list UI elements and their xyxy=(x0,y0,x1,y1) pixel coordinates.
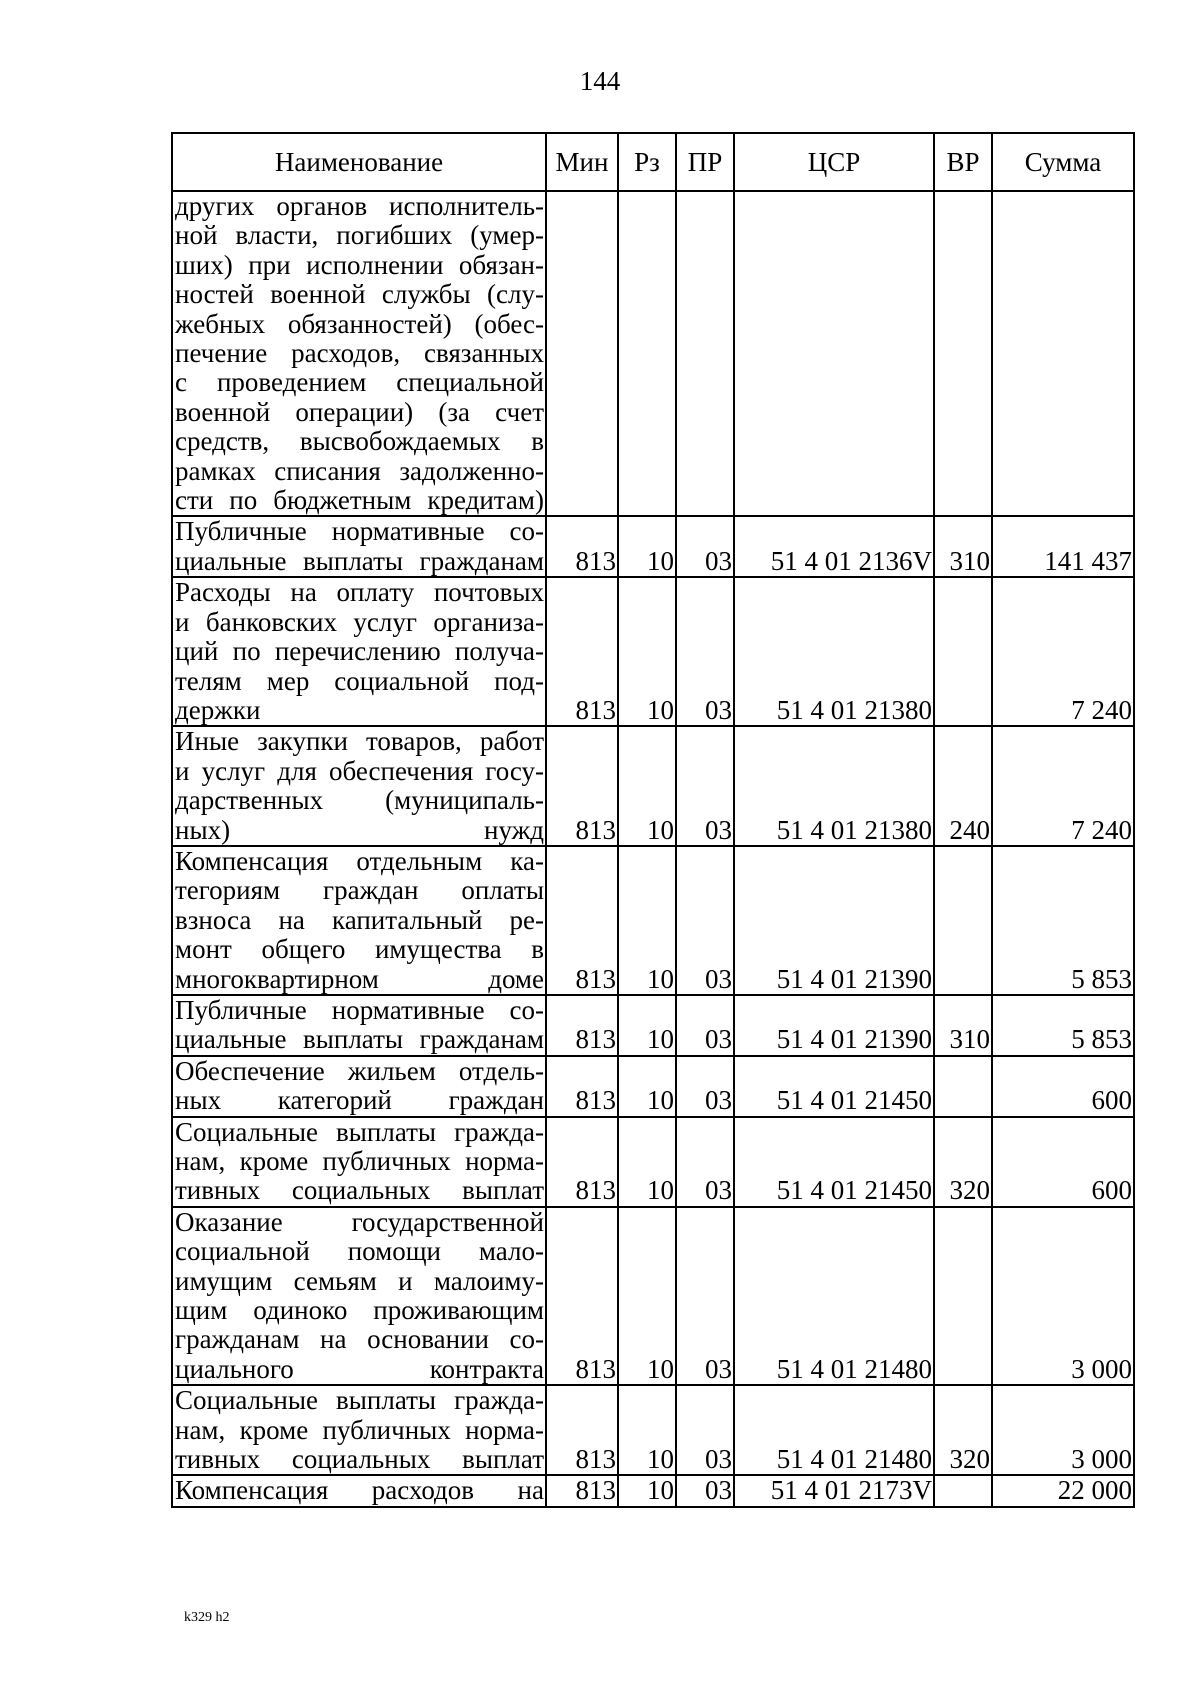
row-name-text: Социальные выплаты гражда- нам, кроме публичных норма- тивных социальных выплат xyxy=(175,1385,544,1475)
row-sum: 7 240 xyxy=(992,726,1134,846)
row-rz: 10 xyxy=(618,516,676,577)
table-header-row xyxy=(172,133,1134,191)
row-rz: 10 xyxy=(618,726,676,846)
table-row xyxy=(172,995,1134,1056)
row-name xyxy=(172,1475,546,1506)
row-rz: 10 xyxy=(618,1056,676,1117)
row-name xyxy=(172,1056,546,1117)
row-csr: 51 4 01 21390 xyxy=(734,846,934,995)
row-pr: 03 xyxy=(676,1475,734,1506)
header-pr: ПР xyxy=(676,133,734,191)
row-pr: 03 xyxy=(676,1117,734,1207)
row-vr: 320 xyxy=(934,1117,992,1207)
row-csr xyxy=(734,191,934,516)
row-name xyxy=(172,516,546,577)
row-name-text: Обеспечение жильем отдель- ных категорий граждан xyxy=(175,1055,544,1116)
row-pr: 03 xyxy=(676,846,734,995)
row-sum: 600 xyxy=(992,1056,1134,1117)
row-name xyxy=(172,846,546,995)
table-row xyxy=(172,1385,1134,1475)
row-min: 813 xyxy=(546,726,618,846)
budget-table xyxy=(171,132,1135,1508)
row-csr: 51 4 01 21480 xyxy=(734,1385,934,1475)
table-row xyxy=(172,191,1134,516)
row-csr: 51 4 01 21390 xyxy=(734,995,934,1056)
row-name-text: Социальные выплаты гражда- нам, кроме публичных норма- тивных социальных выплат xyxy=(175,1116,544,1206)
row-pr: 03 xyxy=(676,516,734,577)
footer-document-code: k329 h2 xyxy=(184,1610,230,1625)
row-pr: 03 xyxy=(676,726,734,846)
row-rz: 10 xyxy=(618,995,676,1056)
row-rz xyxy=(618,191,676,516)
row-vr xyxy=(934,1207,992,1385)
row-vr xyxy=(934,1475,992,1506)
row-sum: 600 xyxy=(992,1117,1134,1207)
row-pr: 03 xyxy=(676,995,734,1056)
row-pr xyxy=(676,191,734,516)
row-vr: 310 xyxy=(934,995,992,1056)
row-name-text: Компенсация расходов на xyxy=(175,1475,544,1506)
row-min xyxy=(546,191,618,516)
row-sum: 3 000 xyxy=(992,1207,1134,1385)
row-pr: 03 xyxy=(676,1056,734,1117)
table-row xyxy=(172,516,1134,577)
row-sum: 141 437 xyxy=(992,516,1134,577)
row-pr: 03 xyxy=(676,1207,734,1385)
row-sum: 22 000 xyxy=(992,1475,1134,1506)
table-row xyxy=(172,1207,1134,1385)
header-vr: ВР xyxy=(934,133,992,191)
row-min: 813 xyxy=(546,995,618,1056)
row-sum: 5 853 xyxy=(992,846,1134,995)
row-name xyxy=(172,1117,546,1207)
row-name xyxy=(172,726,546,846)
row-min: 813 xyxy=(546,577,618,726)
row-name-text: Публичные нормативные со- циальные выплаты гражданам xyxy=(175,516,544,576)
row-min: 813 xyxy=(546,1117,618,1207)
row-sum: 3 000 xyxy=(992,1385,1134,1475)
row-sum xyxy=(992,191,1134,516)
row-vr: 240 xyxy=(934,726,992,846)
row-name-text: Расходы на оплату почтовых и банковских услуг организа- ций по перечислению получа- телям мер социальной под- держки xyxy=(175,577,544,725)
row-rz: 10 xyxy=(618,577,676,726)
page-number: 144 xyxy=(579,66,621,96)
row-min: 813 xyxy=(546,846,618,995)
row-vr xyxy=(934,1056,992,1117)
header-sum: Сумма xyxy=(992,133,1134,191)
row-pr: 03 xyxy=(676,1385,734,1475)
row-csr: 51 4 01 21380 xyxy=(734,726,934,846)
row-name-text: других органов исполнитель- ной власти, погибших (умер- ших) при исполнении обязан- ностей военной службы (слу- жебных обязанностей) (обес- печение расходов, связанных с проведением специальной военной операции) (за счет средств, высвобождаемых в рамках списания задолженно- сти по бюджетным кредитам) xyxy=(175,191,544,516)
row-vr xyxy=(934,577,992,726)
row-name xyxy=(172,1207,546,1385)
row-sum: 5 853 xyxy=(992,995,1134,1056)
row-csr: 51 4 01 21450 xyxy=(734,1117,934,1207)
row-min: 813 xyxy=(546,1475,618,1506)
row-min: 813 xyxy=(546,1056,618,1117)
row-rz: 10 xyxy=(618,1475,676,1506)
row-vr: 310 xyxy=(934,516,992,577)
row-csr: 51 4 01 21380 xyxy=(734,577,934,726)
row-csr: 51 4 01 2136V xyxy=(734,516,934,577)
row-vr xyxy=(934,191,992,516)
row-min: 813 xyxy=(546,1385,618,1475)
row-name-text: Иные закупки товаров, работ и услуг для обеспечения госу- дарственных (муниципаль- ных) нужд xyxy=(175,726,544,845)
row-csr: 51 4 01 21480 xyxy=(734,1207,934,1385)
row-csr: 51 4 01 2173V xyxy=(734,1475,934,1506)
row-min: 813 xyxy=(546,516,618,577)
header-rz: Рз xyxy=(618,133,676,191)
row-name-text: Публичные нормативные со- циальные выплаты гражданам xyxy=(175,994,544,1055)
row-rz: 10 xyxy=(618,846,676,995)
table-row xyxy=(172,1475,1134,1506)
table-row xyxy=(172,577,1134,726)
row-sum: 7 240 xyxy=(992,577,1134,726)
row-name xyxy=(172,577,546,726)
row-vr xyxy=(934,846,992,995)
row-pr: 03 xyxy=(676,577,734,726)
table-row xyxy=(172,1056,1134,1117)
row-vr: 320 xyxy=(934,1385,992,1475)
row-rz: 10 xyxy=(618,1207,676,1385)
row-name xyxy=(172,1385,546,1475)
row-name-text: Компенсация отдельным ка- тегориям граждан оплаты взноса на капитальный ре- монт общего имущества в многоквартирном доме xyxy=(175,845,544,994)
row-name-text: Оказание государственной социальной помощи мало- имущим семьям и малоиму- щим одиноко проживающим гражданам на основании со- циального контракта xyxy=(175,1206,544,1384)
row-rz: 10 xyxy=(618,1385,676,1475)
row-rz: 10 xyxy=(618,1117,676,1207)
table-row xyxy=(172,726,1134,846)
row-csr: 51 4 01 21450 xyxy=(734,1056,934,1117)
header-csr: ЦСР xyxy=(734,133,934,191)
table-row xyxy=(172,846,1134,995)
header-name: Наименование xyxy=(172,133,546,191)
row-min: 813 xyxy=(546,1207,618,1385)
table-row xyxy=(172,1117,1134,1207)
row-name xyxy=(172,191,546,516)
row-name xyxy=(172,995,546,1056)
header-min: Мин xyxy=(546,133,618,191)
